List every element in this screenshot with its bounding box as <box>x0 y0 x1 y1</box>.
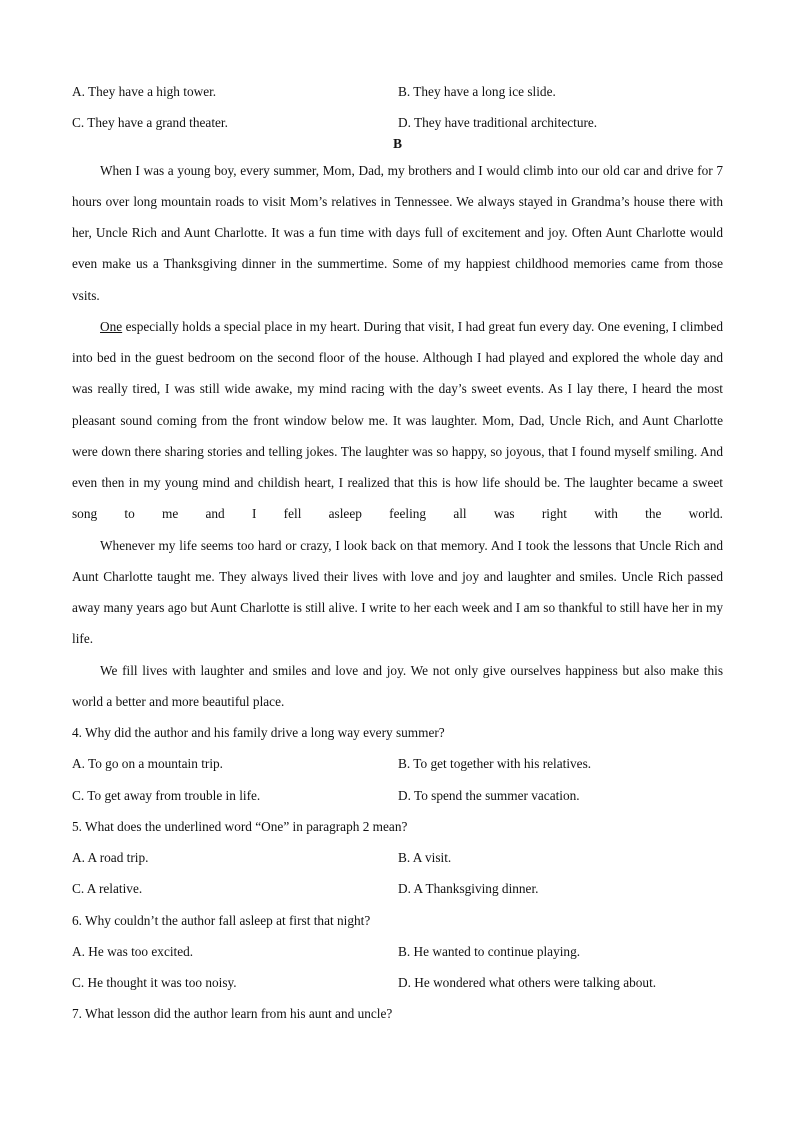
question-5-option-c: C. A relative. <box>72 881 143 897</box>
question-6-options-row-2 <box>72 967 723 998</box>
exam-page <box>72 76 723 1030</box>
q3-option-d: D. They have traditional architecture. <box>398 115 598 131</box>
question-4-option-a: A. To go on a mountain trip. <box>72 756 223 772</box>
paragraph-2-text: especially holds a special place in my heart. During that visit, I had great fun every day. One evening, I climbed into bed in the guest bedroom on the second floor of the house. Although I had played and explored the whole day and was really tired, I was still wide awake, my mind racing with the day’s sweet events. As I lay there, I heard the most pleasant sound coming from the front window below me. It was laughter. Mom, Dad, Uncle Rich, and Aunt Charlotte were down there sharing stories and telling jokes. The laughter was so happy, so joyous, that I found myself smiling. And even then in my young mind and childish heart, I realized that this is how life should be. The laughter became a sweet song to me and I fell asleep feeling all was right with the world. <box>72 318 723 522</box>
q3-option-c: C. They have a grand theater. <box>72 115 228 131</box>
question-5-stem: 5. What does the underlined word “One” in paragraph 2 mean? <box>72 818 408 834</box>
question-5-options-row-1 <box>72 842 723 873</box>
question-4-option-d: D. To spend the summer vacation. <box>398 787 580 803</box>
question-4-option-c: C. To get away from trouble in life. <box>72 787 261 803</box>
question-5-option-b: B. A visit. <box>398 850 452 865</box>
question-4-options-row-2 <box>72 780 723 811</box>
q3-options-row-1 <box>72 76 723 107</box>
question-7-stem: 7. What lesson did the author learn from his aunt and uncle? <box>72 1006 393 1022</box>
question-6-option-b: B. He wanted to continue playing. <box>398 943 581 959</box>
question-4-options-row-1 <box>72 748 723 779</box>
question-5-option-d: D. A Thanksgiving dinner. <box>398 881 539 897</box>
q3-option-a: A. They have a high tower. <box>72 84 217 99</box>
q3-option-b: B. They have a long ice slide. <box>398 84 556 99</box>
section-heading: B <box>393 135 402 151</box>
reading-passage <box>72 155 723 718</box>
question-6-options-row-1 <box>72 936 723 967</box>
paragraph-3 <box>72 530 723 655</box>
question-4-option-b: B. To get together with his relatives. <box>398 756 592 772</box>
question-6-option-a: A. He was too excited. <box>72 943 194 959</box>
paragraph-3-text: Whenever my life seems too hard or crazy, I look back on that memory. And I took the lessons that Uncle Rich and Aunt Charlotte taught me. They always lived their lives with love and joy and laughter and smiles. Uncle Rich passed away many years ago but Aunt Charlotte is still alive. I write to her each week and I am so thankful to still have her in my life. <box>72 537 723 647</box>
paragraph-4 <box>72 655 723 718</box>
paragraph-4-text: We fill lives with laughter and smiles and love and joy. We not only give ourselves happiness but also make this world a better and more beautiful place. <box>72 662 723 709</box>
question-6-stem: 6. Why couldn’t the author fall asleep at first that night? <box>72 912 371 928</box>
question-5-option-a: A. A road trip. <box>72 850 149 865</box>
underlined-word: One <box>100 318 123 334</box>
question-5-options-row-2 <box>72 873 723 904</box>
question-4-stem: 4. Why did the author and his family drive a long way every summer? <box>72 725 445 740</box>
paragraph-1-text: When I was a young boy, every summer, Mom, Dad, my brothers and I would climb into our old car and drive for 7 hours over long mountain roads to visit Mom’s relatives in Tennessee. We always stayed in Grandma’s house there with her, Uncle Rich and Aunt Charlotte. It was a fun time with days full of excitement and joy. Often Aunt Charlotte would even make us a Thanksgiving dinner in the summertime. Some of my happiest childhood memories came from those vsits. <box>72 162 723 303</box>
paragraph-1 <box>72 155 723 311</box>
question-6-option-d: D. He wondered what others were talking about. <box>398 975 657 990</box>
question-6-option-c: C. He thought it was too noisy. <box>72 975 237 990</box>
paragraph-2 <box>72 311 723 530</box>
